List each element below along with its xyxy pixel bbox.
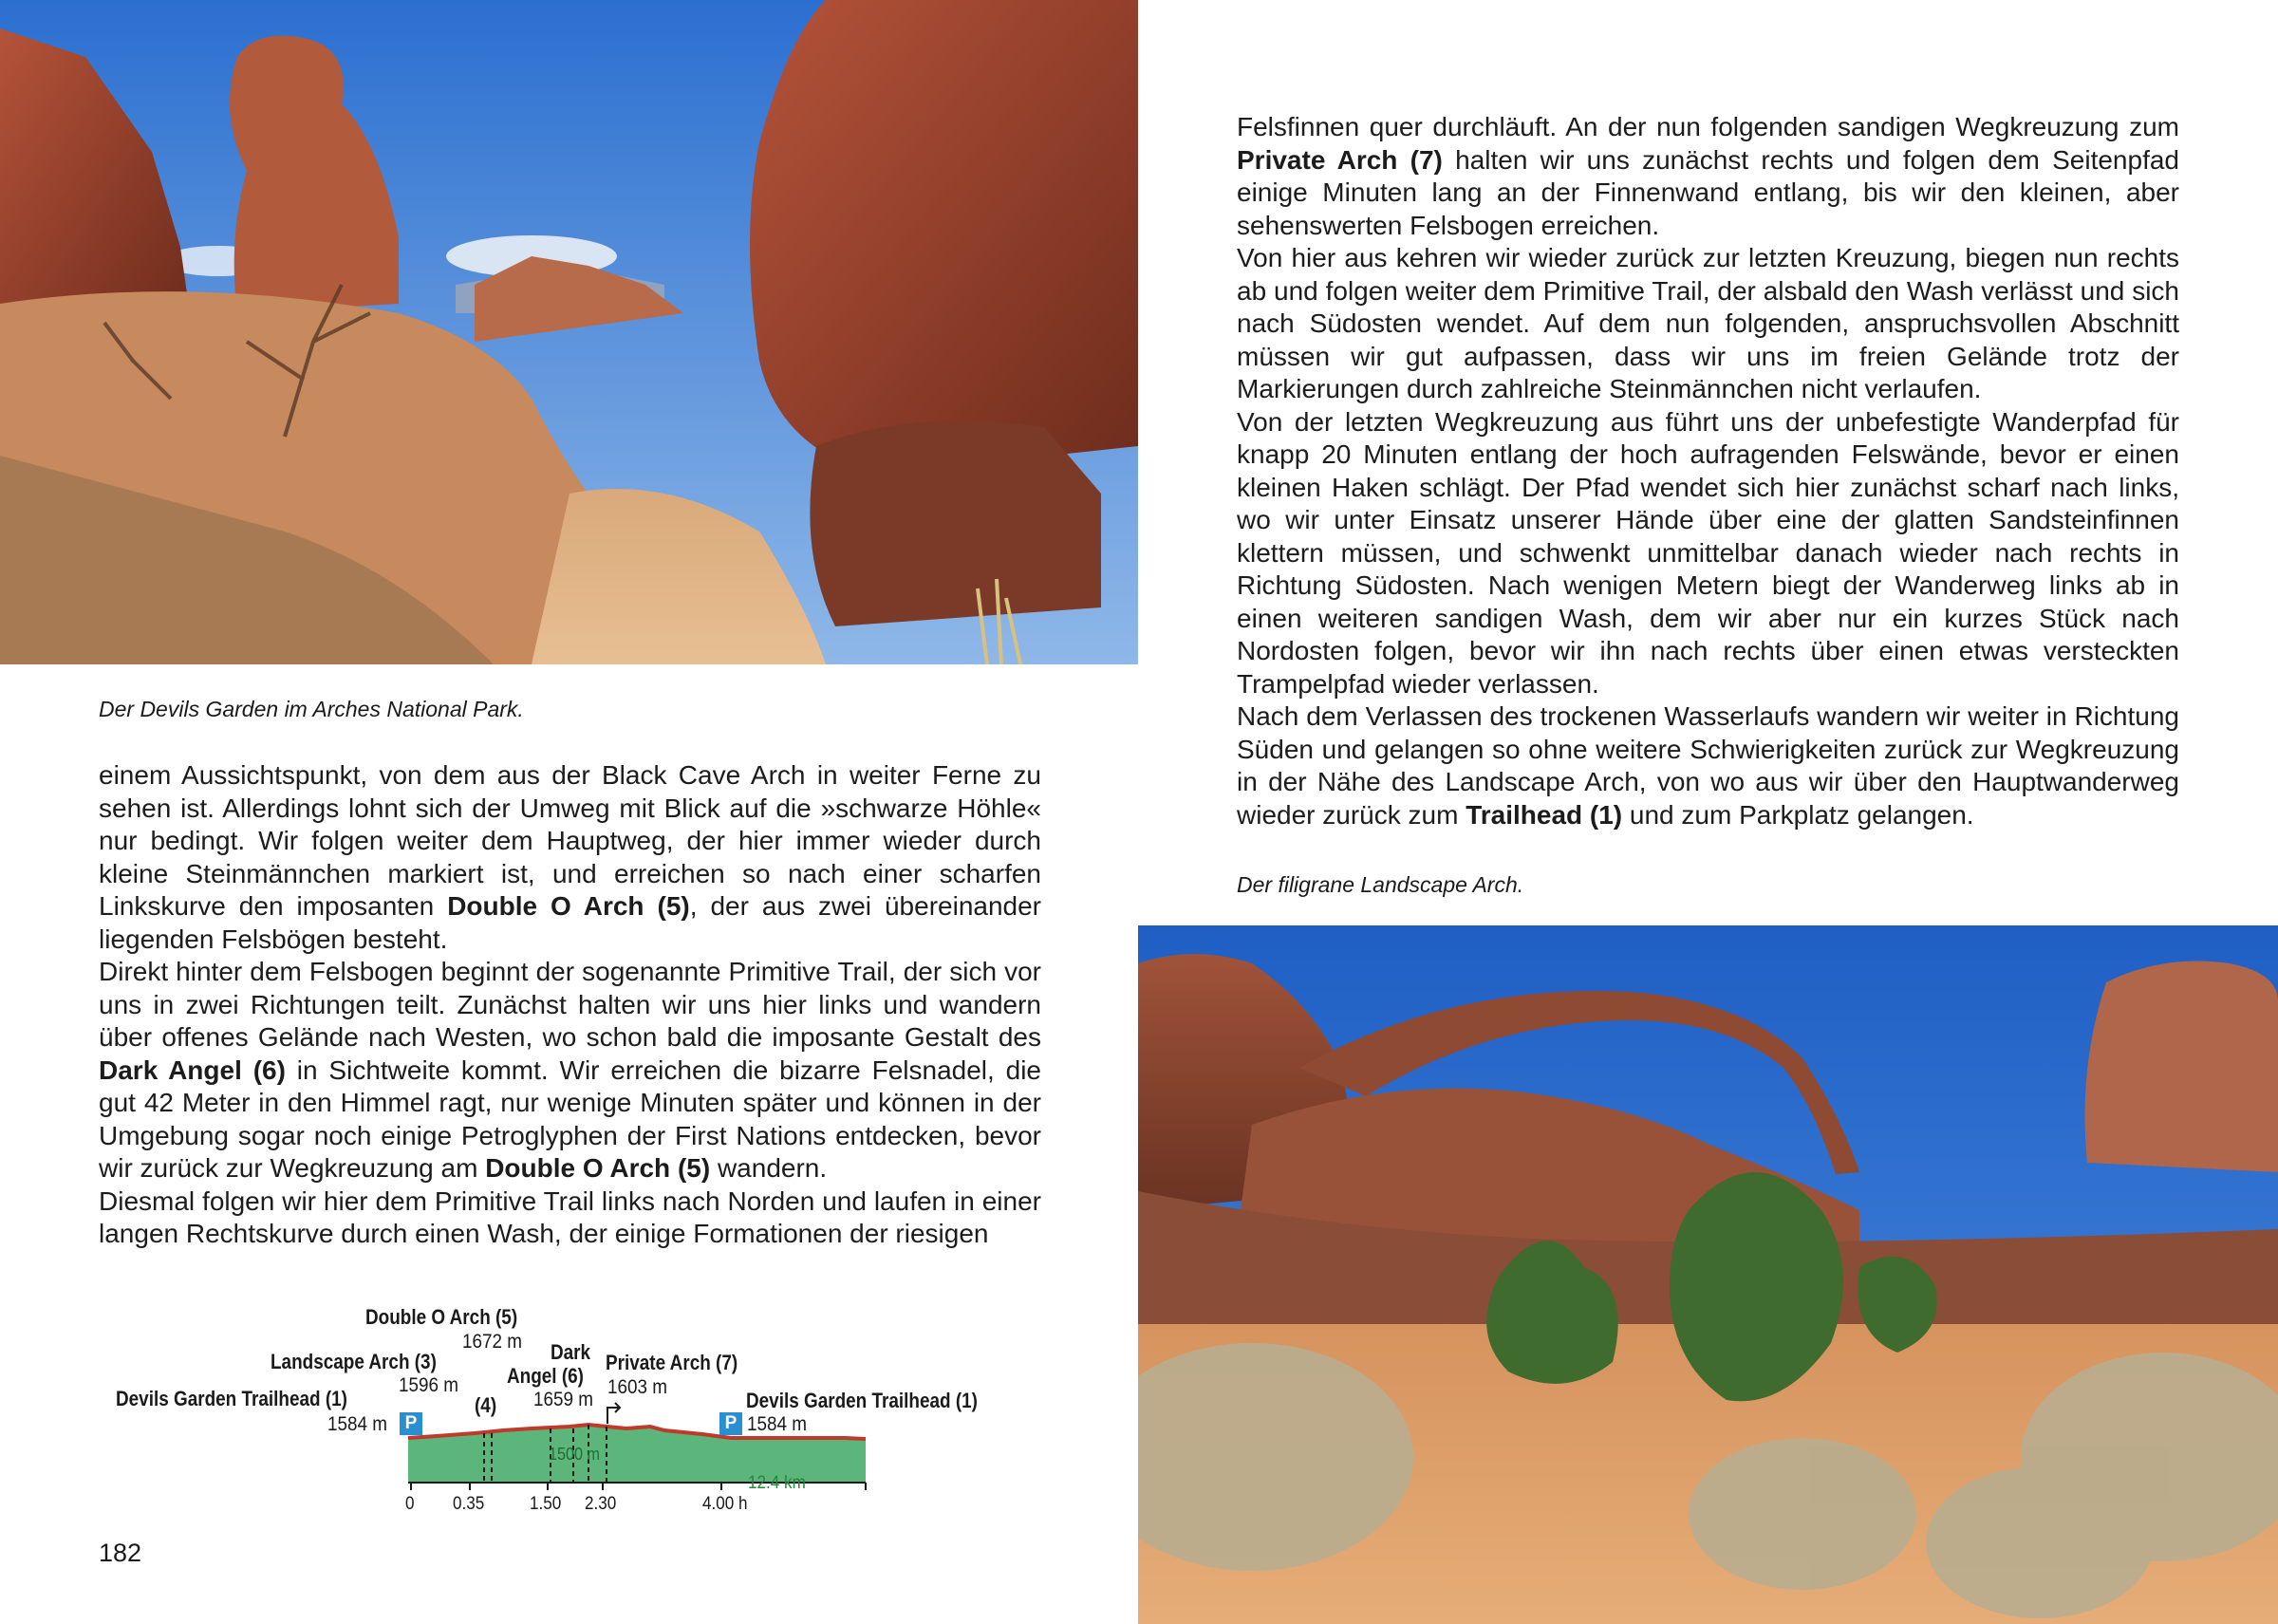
total-distance: 12.4 km	[748, 1473, 806, 1493]
doubleo-elevation: 1672 m	[462, 1331, 523, 1353]
paragraph: Nach dem Verlassen des trockenen Wasserlaufs wandern wir weiter in Richtung Süden und gelangen so ohne weitere Schwierigkeiten zurück zur Wegkreuzung in der Nähe des Landscape Arch, von wo aus wir über den Hauptwanderweg wieder zurück zum Trailhead (1) und zum Parkplatz gelangen.	[1237, 701, 2179, 830]
paragraph: Diesmal folgen wir hier dem Primitive Trail links nach Norden und laufen in einer langen Rechtskurve durch einen Wash, der einige Formationen der riesigen	[99, 1185, 1041, 1248]
right-text-column	[1237, 111, 2179, 831]
paragraph: einem Aussichtspunkt, von dem aus der Black Cave Arch in weiter Ferne zu sehen ist. Allerdings lohnt sich der Umweg mit Blick auf die »schwarze Höhle« nur bedingt. Wir folgen weiter dem Hauptweg, der hier immer wieder durch kleine Steinmännchen markiert ist, und erreichen so nach einer scharfen Linkskurve den imposanten Double O Arch (5), der aus zwei übereinander liegenden Felsbögen besteht.	[99, 760, 1042, 954]
end-trailhead-label: Devils Garden Trailhead (1)	[746, 1389, 978, 1412]
start-trailhead-label: Devils Garden Trailhead (1)	[116, 1387, 347, 1410]
devils-garden-photo	[0, 0, 1138, 664]
photo-caption-top: Der Devils Garden im Arches National Park.	[99, 697, 524, 721]
time-tick: 0	[405, 1494, 415, 1514]
dark-angel-label-1: Dark	[551, 1340, 591, 1364]
paragraph: Direkt hinter dem Felsbogen beginnt der sogenannte Primitive Trail, der sich vor uns in zwei Richtungen teilt. Zunächst halten wir uns hier links und wandern über offenes Gelände nach Westen, wo schon bald die imposante Gestalt des Dark Angel (6) in Sichtweite kommt. Wir erreichen die bizarre Felsnadel, die gut 42 Meter in den Himmel ragt, nur wenige Minuten später und können in der Umgebung sogar noch einige Petroglyphen der First Nations entdecken, bevor wir zurück zur Wegkreuzung am Double O Arch (5) wandern.	[99, 957, 1042, 1183]
baseline-elevation: 1500 m	[549, 1445, 601, 1464]
end-elevation: 1584 m	[747, 1413, 808, 1435]
landscape-arch-photo	[1138, 925, 2278, 1624]
paragraph: Von der letzten Wegkreuzung aus führt uns der unbefestigte Wanderpfad für knapp 20 Minuten entlang der hoch aufragenden Felswände, bevor er einen kleinen Haken schlägt. Der Pfad wendet sich hier zunächst scharf nach links, wo wir unter Einsatz unserer Hände über eine der glatten Sandsteinfinnen klettern müssen, und schwenkt unmittelbar danach wieder nach rechts in Richtung Südosten. Nach wenigen Metern biegt der Wanderweg links ab in einen weiteren sandigen Wash, dem wir aber nur ein kurzes Stück nach Nordosten folgen, bevor wir ihn nach rechts über einen etwas versteckten Trampelpfad wieder verlassen.	[1237, 406, 2179, 699]
dark-angel-label-2: Angel (6)	[507, 1364, 584, 1388]
left-text-column	[99, 759, 1041, 1251]
parking-start-icon: P	[400, 1412, 422, 1435]
private-arch-label: Private Arch (7)	[606, 1351, 738, 1374]
start-elevation: 1584 m	[327, 1413, 388, 1435]
photo-caption-bottom: Der filigrane Landscape Arch.	[1237, 872, 1524, 897]
time-tick: 0.35	[453, 1494, 485, 1514]
paragraph: Felsfinnen quer durchläuft. An der nun folgenden sandigen Wegkreuzung zum Private Arch (7) halten wir uns zunächst rechts und folgen dem Seitenpfad einige Minuten lang an der Finnenwand entlang, bis wir den kleinen, aber sehenswerten Felsbogen erreichen.	[1237, 112, 2179, 240]
landscape-arch-illustration	[1138, 925, 2278, 1624]
parking-end-icon: P	[719, 1412, 742, 1435]
private-arch-elevation: 1603 m	[607, 1376, 668, 1398]
devils-garden-illustration	[0, 0, 1138, 664]
time-tick: 2.30	[585, 1494, 617, 1514]
landscape-elevation: 1596 m	[399, 1374, 459, 1396]
landscape-label: Landscape Arch (3)	[271, 1350, 437, 1373]
dark-angel-elevation: 1659 m	[533, 1389, 594, 1410]
waypoint-4-label: (4)	[475, 1393, 497, 1417]
doubleo-label: Double O Arch (5)	[365, 1305, 518, 1329]
page-number: 182	[99, 1539, 142, 1567]
time-tick: 1.50	[530, 1494, 562, 1514]
time-tick: 4.00 h	[702, 1494, 748, 1514]
paragraph: Von hier aus kehren wir wieder zurück zur letzten Kreuzung, biegen nun rechts ab und folgen weiter dem Primitive Trail, der alsbald den Wash verlässt und sich nach Südosten wendet. Auf dem nun folgenden, anspruchsvollen Abschnitt müssen wir gut aufpassen, dass wir uns im freien Gelände trotz der Markierungen durch zahlreiche Steinmännchen nicht verlaufen.	[1237, 243, 2179, 403]
elevation-profile	[95, 1296, 1044, 1523]
